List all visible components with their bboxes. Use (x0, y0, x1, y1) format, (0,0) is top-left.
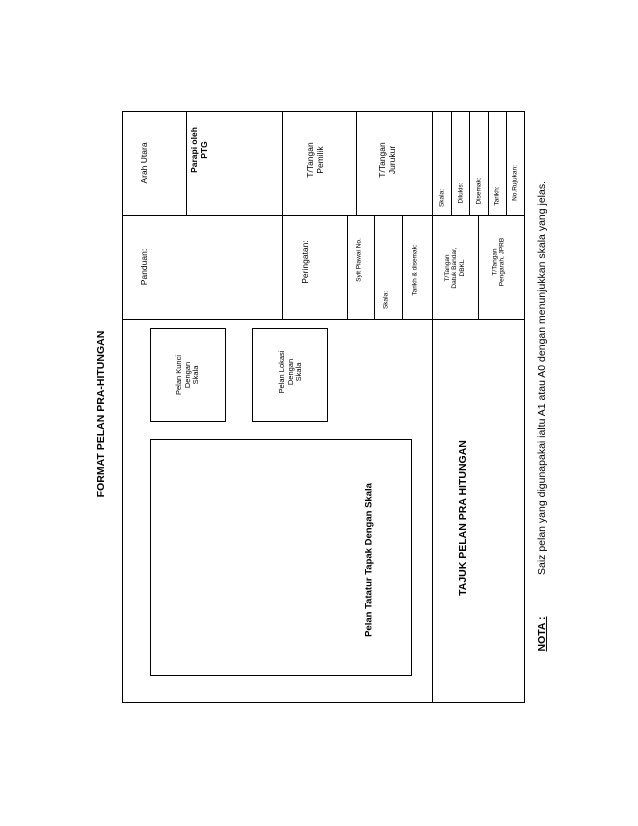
divider-syit-mid2 (402, 215, 403, 319)
divider-panduan (186, 111, 187, 216)
panduan-label: Panduan: (139, 248, 150, 286)
parapi-label: Parapi oleh PTG (189, 127, 209, 173)
disemak-label: Disemak: (475, 177, 483, 205)
t-pemilik-label: T/Tangan Pemilik (305, 142, 325, 178)
arah-utara-label: Arah Utara (139, 142, 150, 184)
pelan-kunci-label: Pelan Kunci Dengan Skala (174, 354, 201, 396)
dilukis-label: Dilukis: (457, 182, 465, 204)
divider-datuk (478, 215, 479, 319)
divider-syit-mid1 (374, 215, 375, 319)
t-pengarah-label: T/Tangan Pengarah, JPRB (491, 237, 506, 287)
divider-strip4 (506, 111, 507, 216)
t-datuk-label: T/Tangan Datuk Bandar, DBKL (443, 247, 466, 289)
divider-peringatan (282, 111, 283, 319)
tajuk-label: TAJUK PELAN PRA HITUNGAN (456, 440, 469, 596)
page-title: FORMAT PELAN PRA-HITUNGAN (94, 330, 107, 498)
divider-strip1 (451, 111, 452, 216)
skala-label-2: Skala: (438, 188, 446, 208)
divider-strip3 (488, 111, 489, 216)
tarikh-label: Tarikh: (493, 186, 501, 206)
divider-title-col (432, 111, 433, 703)
divider-jurukur (356, 111, 357, 216)
syit-label: Syit Piawai No. (355, 238, 363, 282)
divider-title-upper (122, 215, 525, 216)
pelan-lokasi-label: Pelan Lokasi Dengan Skala (277, 350, 304, 394)
divider-top-bottom (122, 319, 525, 320)
divider-syit-left (347, 215, 348, 319)
tarikh-disemak-label: Tarikh & disemak: (411, 244, 419, 296)
pelan-tatatur-label: Pelan Tatatur Tapak Dengan Skala (363, 483, 375, 637)
nota-label: NOTA : (535, 616, 548, 652)
skala-label-1: Skala: (382, 290, 390, 310)
peringatan-label: Peringatan: (300, 240, 311, 284)
divider-strip2 (469, 111, 470, 216)
no-rujukan-label: No.Rujukan: (511, 165, 519, 201)
nota-text: Saiz pelan yang digunapakai ialtu A1 atau A0 dengan menunjukkan skala yang jelas. (535, 180, 548, 576)
t-jurukur-label: T/Tangan Jurukur (377, 142, 397, 178)
